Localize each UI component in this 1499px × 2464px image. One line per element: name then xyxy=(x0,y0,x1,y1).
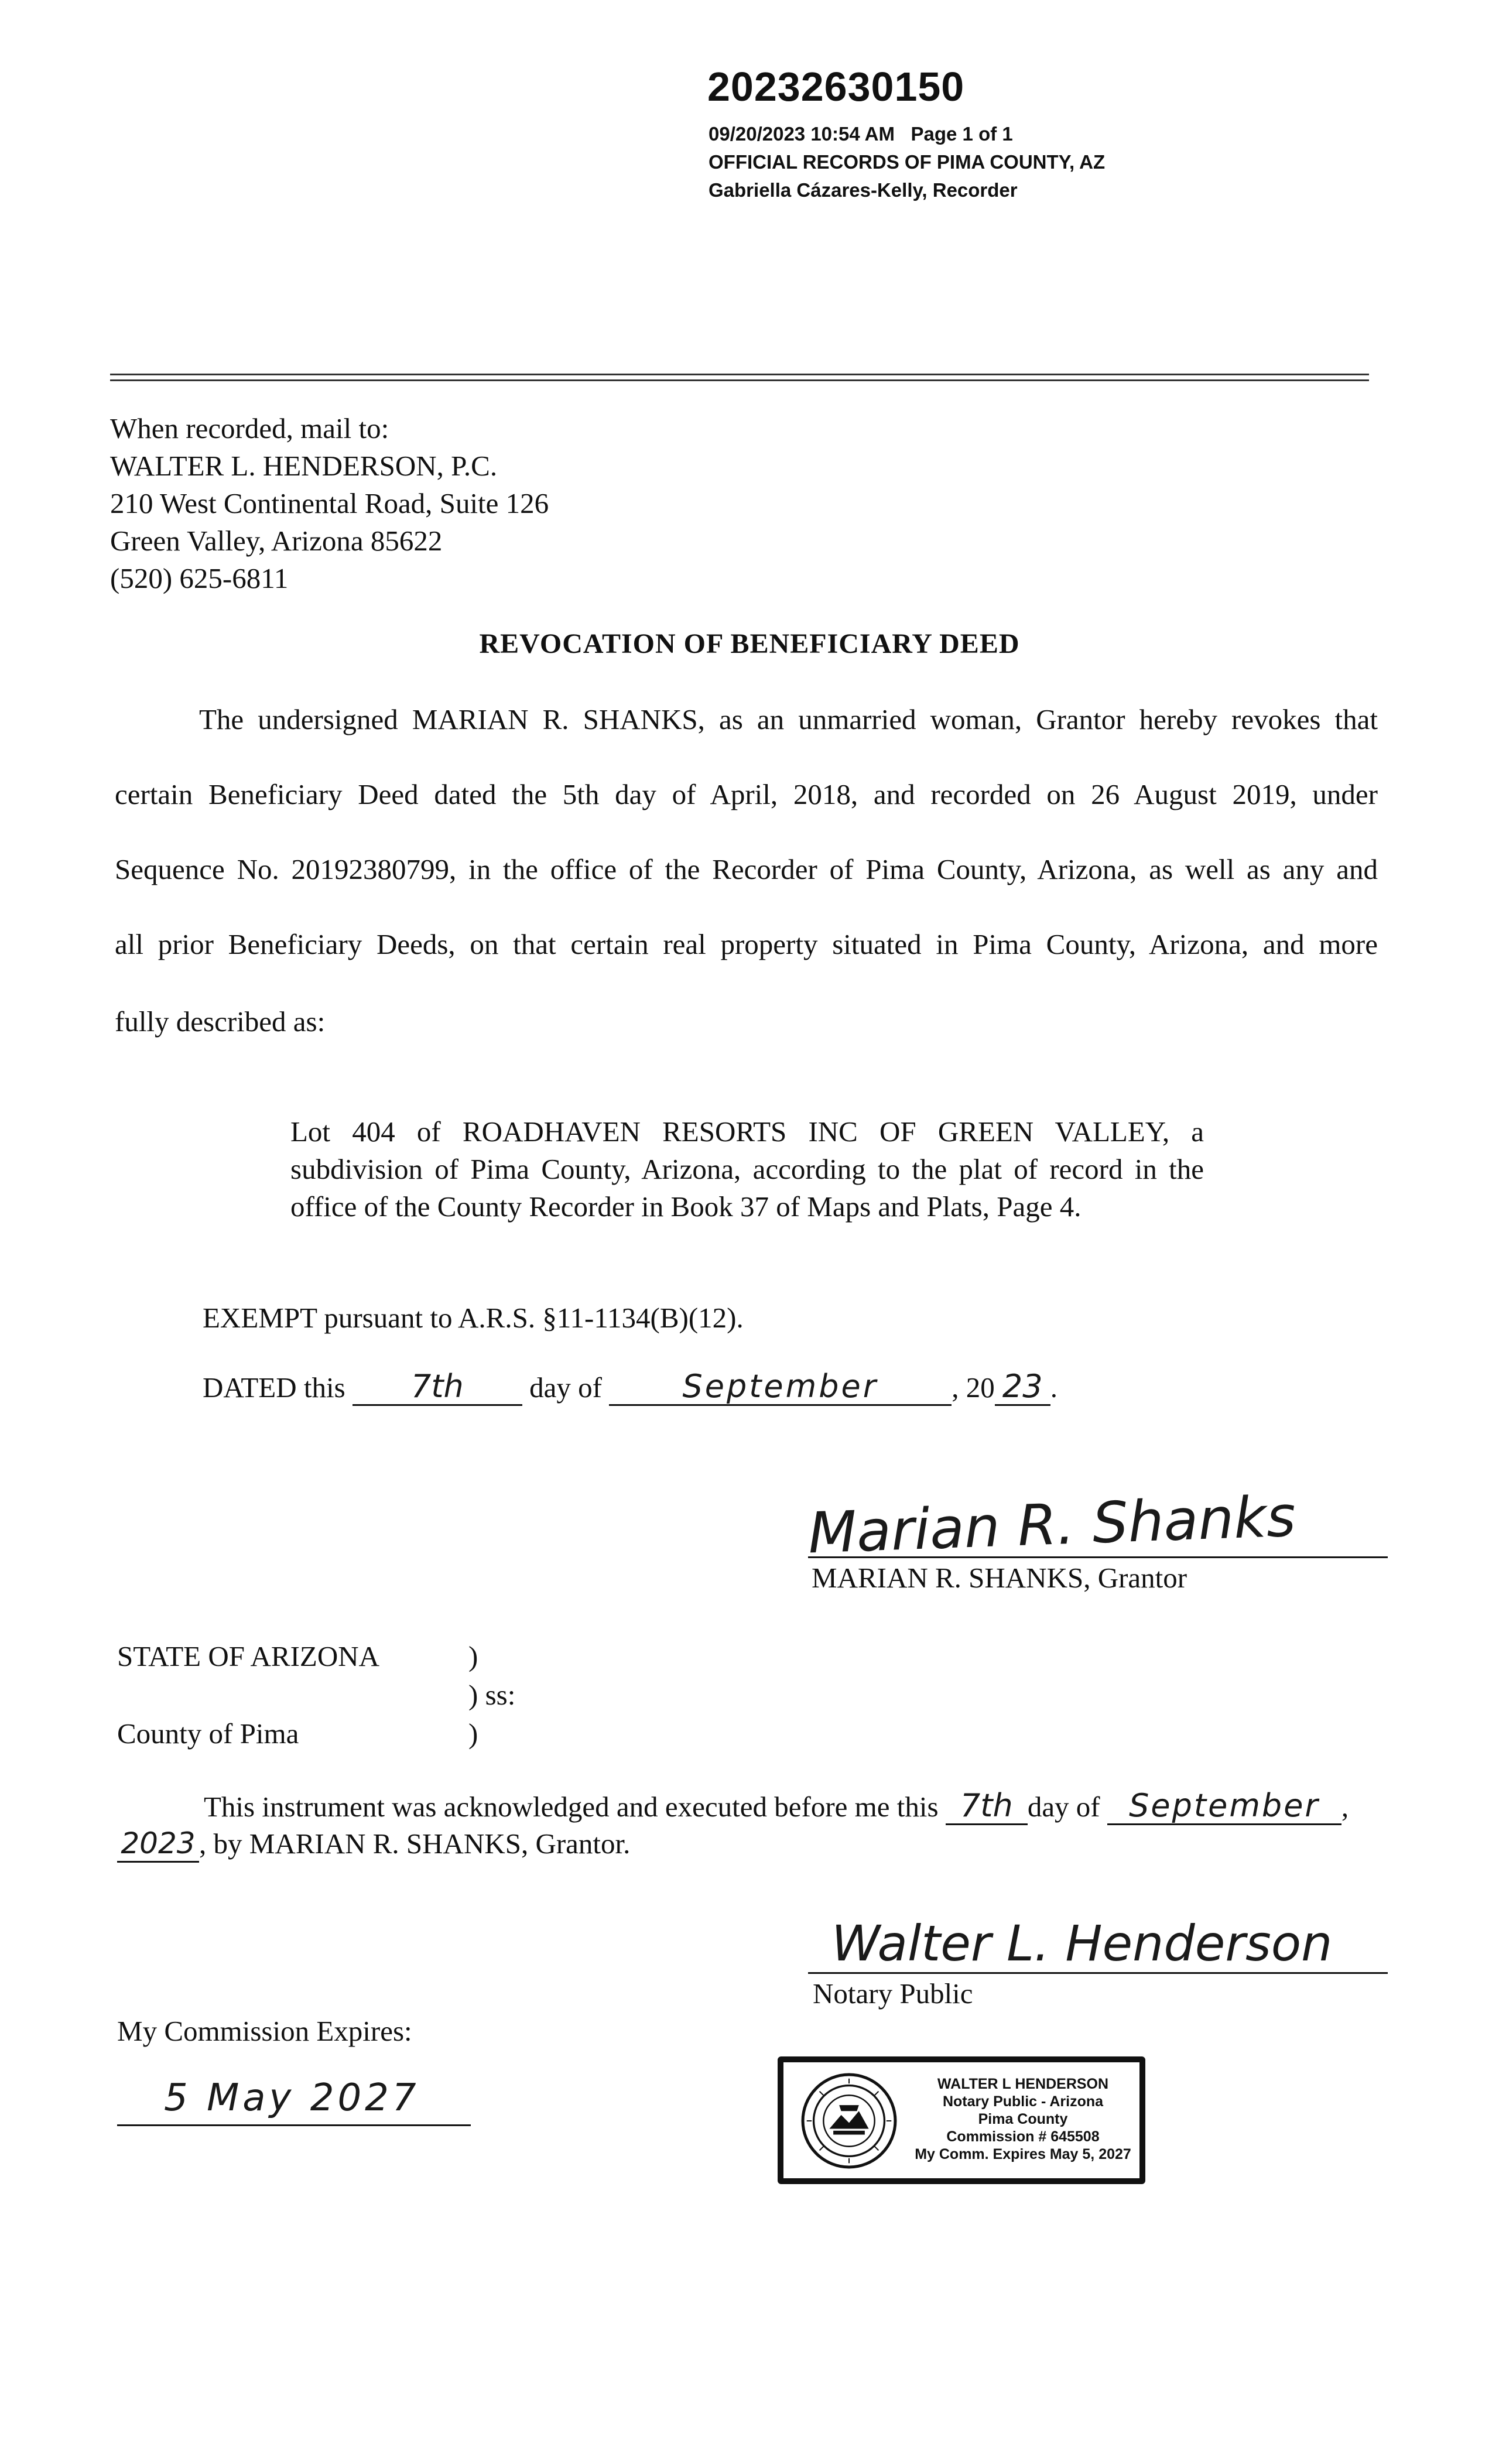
notary-label: Notary Public xyxy=(813,1977,973,2010)
ack-text: This instrument was acknowledged and executed before me this xyxy=(204,1791,939,1823)
mail-to-heading: When recorded, mail to: xyxy=(110,412,389,444)
dated-suffix: . xyxy=(1050,1371,1057,1404)
stamp-name: WALTER L HENDERSON xyxy=(937,2076,1109,2092)
legal-line-3: office of the County Recorder in Book 37 of Maps and Plats, Page 4. xyxy=(290,1190,1082,1223)
dated-month-field: September xyxy=(609,1369,952,1406)
header-rule-top xyxy=(110,374,1369,375)
stamp-commission: Commission # 645508 xyxy=(946,2128,1100,2145)
body-line-3: Sequence No. 20192380799, in the office of the Recorder of Pima County, Arizona, as well as any and xyxy=(115,853,1378,885)
exempt-statement: EXEMPT pursuant to A.R.S. §11-1134(B)(12). xyxy=(203,1302,744,1334)
venue-county: County of Pima xyxy=(117,1717,299,1750)
dated-year-field: 23 xyxy=(995,1369,1050,1406)
ack-year-field: 2023 xyxy=(117,1826,199,1863)
recording-number: 20232630150 xyxy=(707,64,965,109)
body-line-2: certain Beneficiary Deed dated the 5th day of April, 2018, and recorded on 26 August 2019, under xyxy=(115,778,1378,810)
grantor-signature: Marian R. Shanks xyxy=(807,1483,1297,1566)
dated-day-field: 7th xyxy=(352,1369,522,1406)
commission-date-line xyxy=(117,2124,471,2126)
ack-month-field: September xyxy=(1107,1788,1341,1825)
notary-signature-line xyxy=(808,1972,1388,1974)
body-line-1: The undersigned MARIAN R. SHANKS, as an unmarried woman, Grantor hereby revokes that xyxy=(199,703,1378,735)
arizona-seal-icon xyxy=(800,2072,898,2170)
ack-comma: , xyxy=(1341,1791,1349,1823)
dated-day-of: day of xyxy=(529,1371,602,1404)
grantor-signature-line xyxy=(808,1556,1388,1558)
venue-ss: ) ss: xyxy=(468,1679,516,1711)
stamp-county: Pima County xyxy=(978,2111,1068,2127)
recording-datetime: 09/20/2023 10:54 AM Page 1 of 1 xyxy=(709,123,1013,145)
venue-state: STATE OF ARIZONA xyxy=(117,1640,379,1672)
acknowledgment-line-1 xyxy=(204,1788,1349,1825)
grantor-name: MARIAN R. SHANKS, Grantor xyxy=(812,1562,1187,1594)
mail-to-street: 210 West Continental Road, Suite 126 xyxy=(110,487,549,519)
ack-day-field: 7th xyxy=(946,1788,1028,1825)
recording-recorder: Gabriella Cázares-Kelly, Recorder xyxy=(709,179,1018,201)
commission-label: My Commission Expires: xyxy=(117,2015,412,2047)
ack-day-of: day of xyxy=(1027,1791,1100,1823)
header-rule-bottom xyxy=(110,379,1369,381)
ack-rest: , by MARIAN R. SHANKS, Grantor. xyxy=(199,1828,631,1860)
venue-paren-1: ) xyxy=(468,1640,478,1672)
commission-date: 5 May 2027 xyxy=(164,2076,420,2120)
mail-to-phone: (520) 625-6811 xyxy=(110,562,289,594)
mail-to-city: Green Valley, Arizona 85622 xyxy=(110,525,443,557)
mail-to-block xyxy=(110,410,549,597)
venue-paren-2: ) xyxy=(468,1717,478,1750)
notary-stamp xyxy=(778,2056,1145,2184)
document-title: REVOCATION OF BENEFICIARY DEED xyxy=(479,628,1020,659)
stamp-text xyxy=(909,2075,1137,2163)
legal-line-1: Lot 404 of ROADHAVEN RESORTS INC OF GREEN VALLEY, a xyxy=(290,1115,1204,1148)
body-line-5: fully described as: xyxy=(115,1005,326,1038)
dated-prefix: DATED this xyxy=(203,1371,345,1404)
dated-line xyxy=(203,1369,1057,1406)
stamp-expires: My Comm. Expires May 5, 2027 xyxy=(915,2146,1131,2162)
acknowledgment-line-2 xyxy=(117,1826,630,1863)
notary-signature: Walter L. Henderson xyxy=(831,1915,1333,1972)
mail-to-name: WALTER L. HENDERSON, P.C. xyxy=(110,450,498,482)
dated-year-prefix: , 20 xyxy=(952,1371,995,1404)
recording-office: OFFICIAL RECORDS OF PIMA COUNTY, AZ xyxy=(709,151,1106,173)
stamp-title: Notary Public - Arizona xyxy=(942,2093,1104,2110)
body-line-4: all prior Beneficiary Deeds, on that certain real property situated in Pima County, Arizona, and more xyxy=(115,928,1378,960)
legal-line-2: subdivision of Pima County, Arizona, according to the plat of record in the xyxy=(290,1153,1204,1185)
